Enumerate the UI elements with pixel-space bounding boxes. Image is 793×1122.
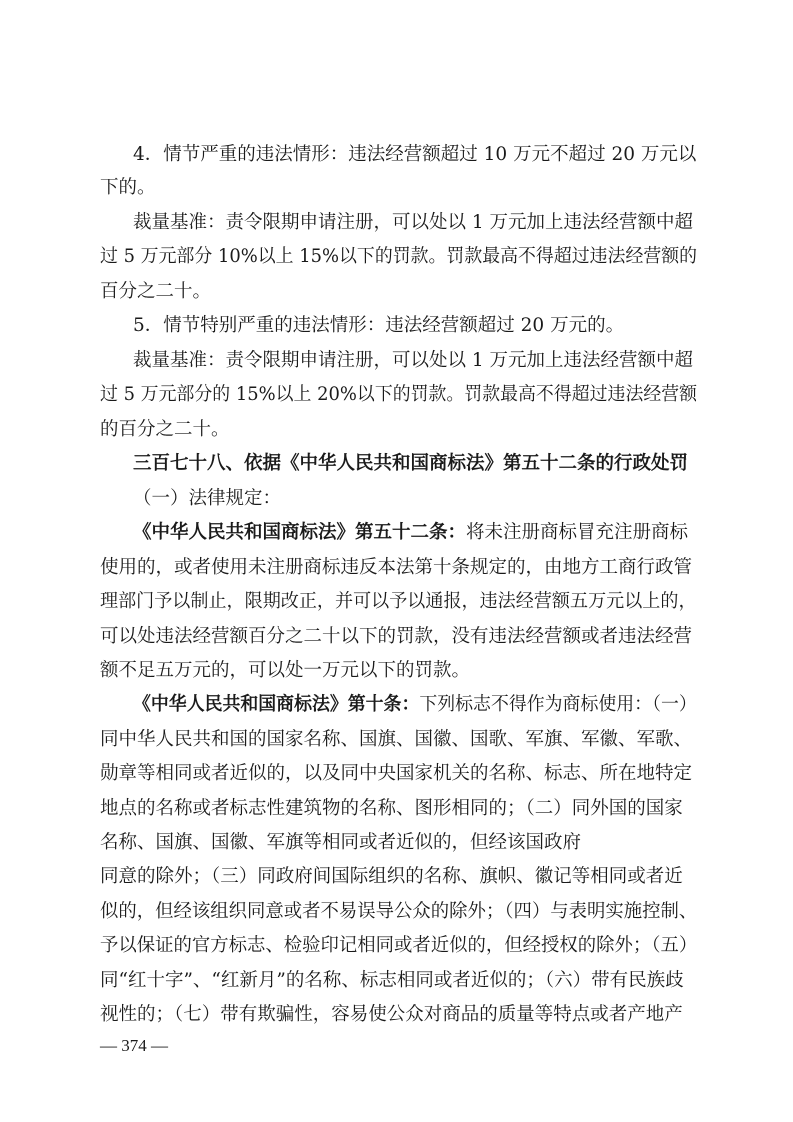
text-line: 名称、国旗、国徽、军旗等相同或者近似的，但经该国政府: [100, 832, 582, 853]
text-line: 下的。: [100, 177, 156, 198]
text-line: 勋章等相同或者近似的，以及同中央国家机关的名称、标志、所在地特定: [100, 763, 693, 784]
text-line: 同意的除外；（三）同政府间国际组织的名称、旗帜、徽记等相同或者近: [100, 866, 683, 887]
text-line: 《中华人民共和国商标法》第十条：下列标志不得作为商标使用：（一）: [133, 694, 697, 715]
text-line: 地点的名称或者标志性建筑物的名称、图形相同的；（二）同外国的国家: [100, 798, 683, 819]
text-line: 可以处违法经营额百分之二十以下的罚款，没有违法经营额或者违法经营: [100, 626, 693, 647]
text-line: 5．情节特别严重的违法情形：违法经营额超过 20 万元的。: [133, 315, 625, 336]
subsection-heading: （一）法律规定：: [133, 488, 282, 509]
text-line: 予以保证的官方标志、检验印记相同或者近似的，但经授权的除外；（五）: [100, 935, 698, 956]
text-line: 裁量基准：责令限期申请注册，可以处以 1 万元加上违法经营额中超: [133, 350, 694, 371]
text-line: 过 5 万元部分的 15%以上 20%以下的罚款。罚款最高不得超过违法经营额: [100, 384, 698, 405]
page-number: — 374 —: [100, 1036, 168, 1055]
text-line: 同中华人民共和国的国家名称、国旗、国徽、国歌、军旗、军徽、军歌、: [100, 729, 693, 750]
text-line: 过 5 万元部分 10%以上 15%以下的罚款。罚款最高不得超过违法经营额的: [100, 246, 698, 267]
text-line: 视性的；（七）带有欺骗性，容易使公众对商品的质量等特点或者产地产: [100, 1004, 683, 1025]
law-citation: 《中华人民共和国商标法》第五十二条：: [133, 522, 467, 543]
text-line: 4．情节严重的违法情形：违法经营额超过 10 万元不超过 20 万元以: [133, 144, 697, 165]
text-line: 使用的，或者使用未注册商标违反本法第十条规定的，由地方工商行政管: [100, 557, 693, 578]
text-line: 《中华人民共和国商标法》第五十二条：将未注册商标冒充注册商标: [133, 522, 689, 543]
text-line: 额不足五万元的，可以处一万元以下的罚款。: [100, 660, 471, 681]
text-line: 似的，但经该组织同意或者不易误导公众的除外；（四）与表明实施控制、: [100, 901, 698, 922]
text-line: 理部门予以制止，限期改正，并可以予以通报，违法经营额五万元以上的，: [100, 591, 697, 612]
text-line: 的百分之二十。: [100, 419, 230, 440]
section-heading: 三百七十八、依据《中华人民共和国商标法》第五十二条的行政处罚: [133, 453, 689, 474]
text-line: 裁量基准：责令限期申请注册，可以处以 1 万元加上违法经营额中超: [133, 212, 694, 233]
text-line: 百分之二十。: [100, 281, 212, 302]
law-citation: 《中华人民共和国商标法》第十条：: [133, 694, 420, 715]
text-line: 同“红十字”、“红新月”的名称、标志相同或者近似的；（六）带有民族歧: [100, 970, 684, 991]
